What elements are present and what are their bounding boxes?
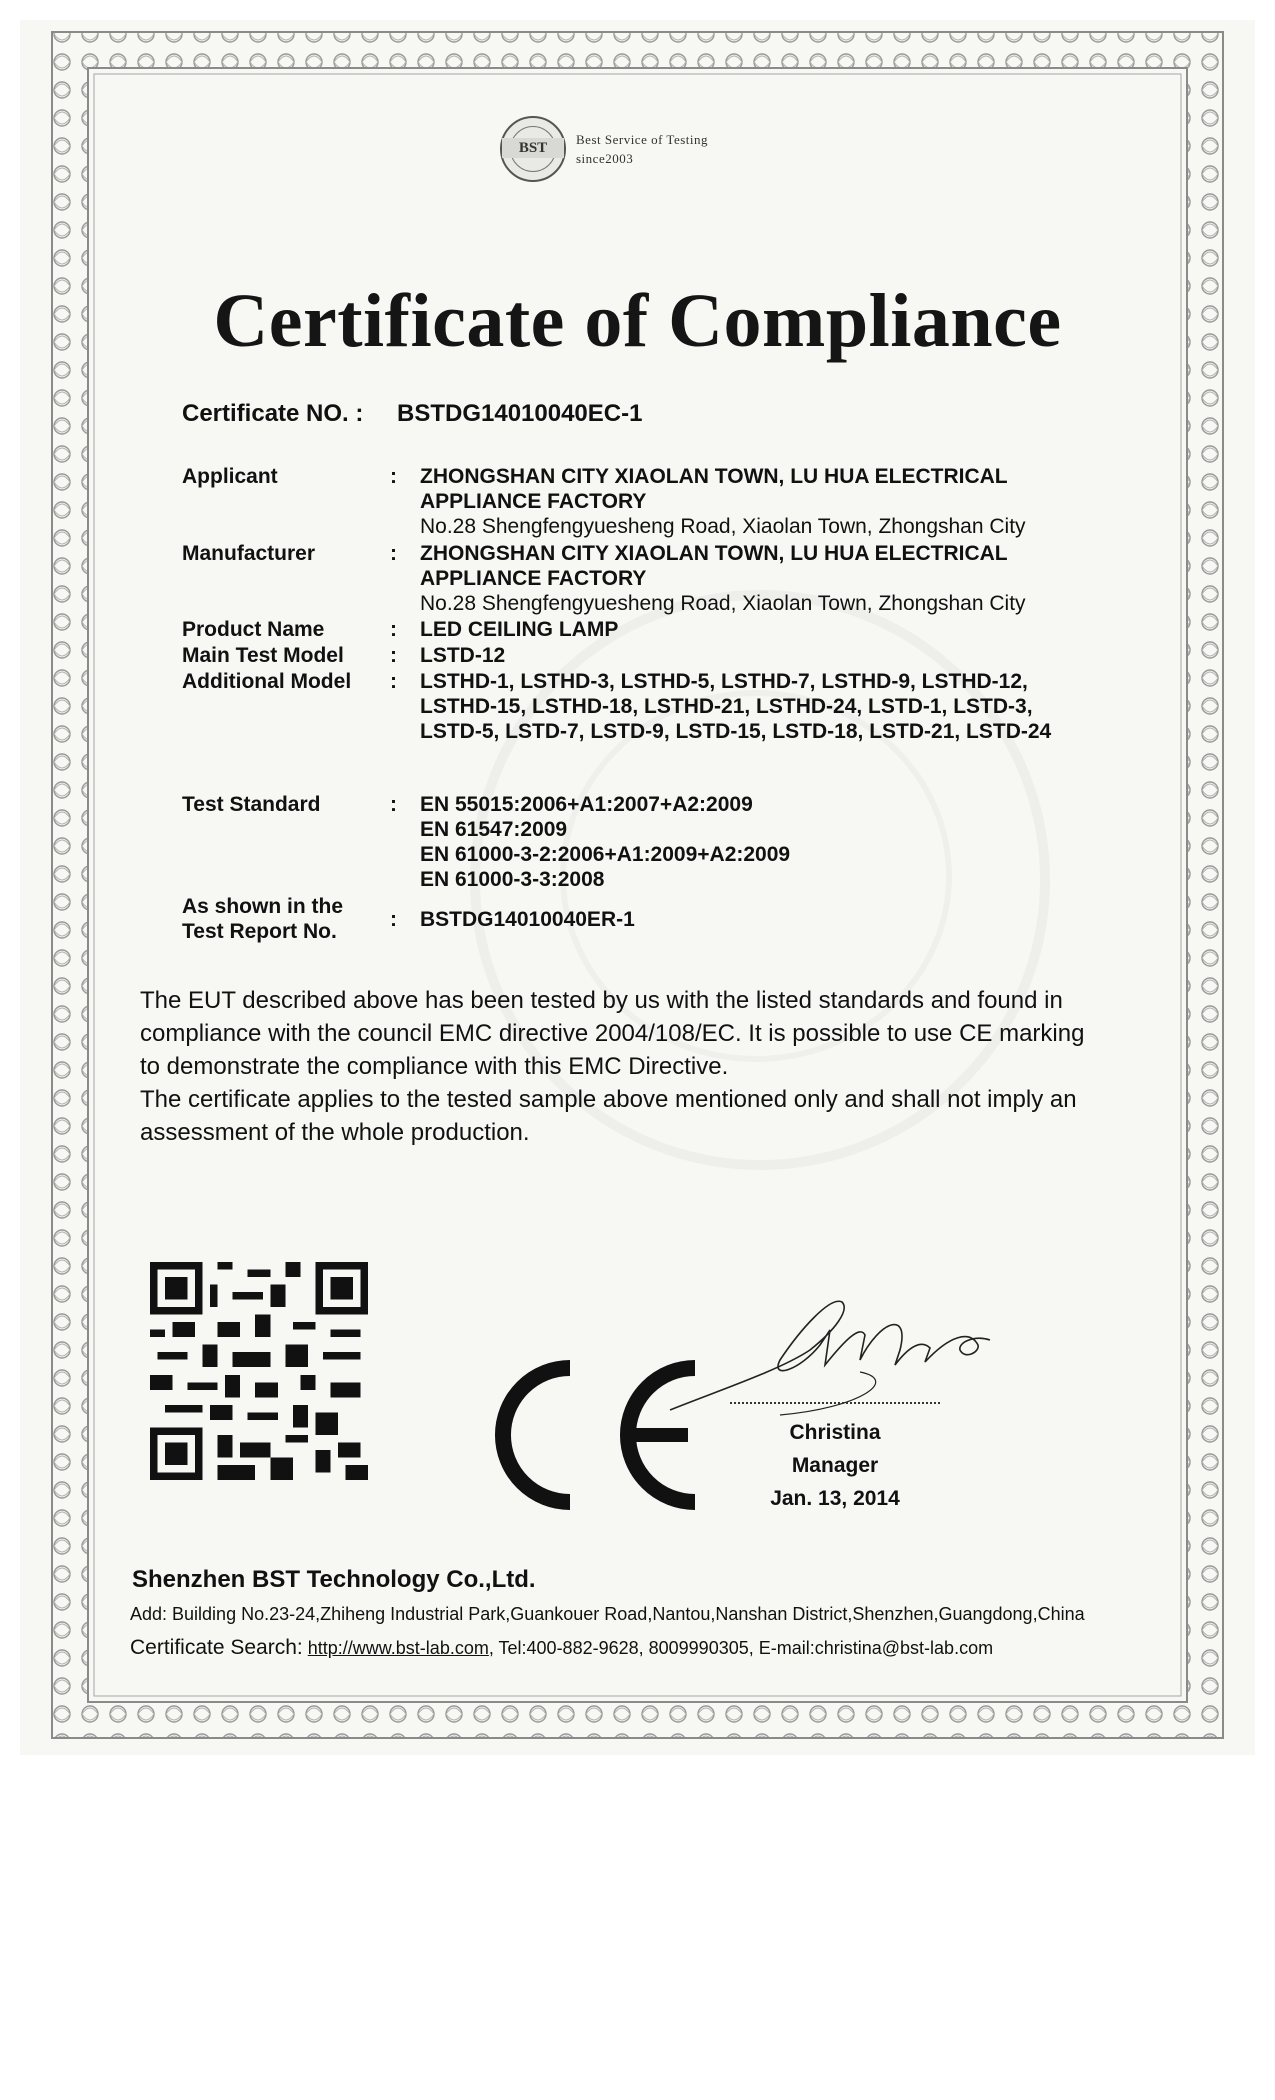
website-link[interactable]: http://www.bst-lab.com <box>307 1638 489 1658</box>
manufacturer-name-line2: APPLIANCE FACTORY <box>420 567 647 590</box>
statement-paragraph-2: The certificate applies to the tested sample above mentioned only and shall not imply an assessment of the whole production. <box>140 1086 1077 1146</box>
manufacturer-address: No.28 Shengfengyuesheng Road, Xiaolan Town, Zhongshan City <box>420 592 1026 615</box>
signature-date: Jan. 13, 2014 <box>770 1487 900 1510</box>
test-standard-line: EN 61000-3-3:2008 <box>420 868 605 891</box>
colon: : <box>390 618 397 641</box>
test-report-label-line1: As shown in the <box>182 895 344 918</box>
applicant-row <box>182 464 1120 539</box>
logo-tagline: Best Service of Testing <box>576 132 709 147</box>
colon: : <box>390 908 397 931</box>
product-name-row <box>182 617 1120 642</box>
qr-code <box>150 1262 368 1480</box>
test-standard-label: Test Standard <box>182 793 321 816</box>
applicant-value <box>420 464 1120 539</box>
test-standard-line: EN 55015:2006+A1:2007+A2:2009 <box>420 793 753 816</box>
applicant-name-line1: ZHONGSHAN CITY XIAOLAN TOWN, LU HUA ELECTRICAL <box>420 465 1008 488</box>
logo-since: since2003 <box>576 151 634 166</box>
main-test-model-label: Main Test Model <box>182 644 344 667</box>
handwritten-signature <box>660 1290 1080 1420</box>
manufacturer-name-line1: ZHONGSHAN CITY XIAOLAN TOWN, LU HUA ELECTRICAL <box>420 542 1008 565</box>
statement-paragraph-1: The EUT described above has been tested by us with the listed standards and found in compliance with the council EMC directive 2004/108/EC. It is possible to use CE marking to demonstrate the compliance with this EMC Directive. <box>140 987 1085 1080</box>
signature-line <box>730 1402 940 1404</box>
applicant-name-line2: APPLIANCE FACTORY <box>420 490 647 513</box>
globe-icon <box>500 116 566 182</box>
test-standard-line: EN 61000-3-2:2006+A1:2009+A2:2009 <box>420 843 791 866</box>
manufacturer-value <box>420 541 1120 616</box>
signer-title: Manager <box>791 1454 879 1477</box>
main-test-model-value: LSTD-12 <box>420 644 506 667</box>
certificate-number-value: BSTDG14010040EC-1 <box>397 400 643 427</box>
test-report-label <box>182 894 390 944</box>
additional-model-line: LSTHD-1, LSTHD-3, LSTHD-5, LSTHD-7, LSTHD-9, LSTHD-12, <box>420 670 1028 693</box>
main-test-model-row <box>182 643 1120 668</box>
bst-logo <box>500 116 708 182</box>
colon: : <box>390 465 397 488</box>
additional-model-row <box>182 669 1120 744</box>
logo-text <box>576 130 708 168</box>
test-standard-row <box>182 792 1120 892</box>
product-name-label: Product Name <box>182 618 325 641</box>
certificate-search <box>130 1636 993 1660</box>
logo-mark: BST <box>502 138 564 158</box>
applicant-address: No.28 Shengfengyuesheng Road, Xiaolan Town, Zhongshan City <box>420 515 1026 538</box>
additional-model-line: LSTHD-15, LSTHD-18, LSTHD-21, LSTHD-24, LSTD-1, LSTD-3, <box>420 695 1033 718</box>
test-report-value: BSTDG14010040ER-1 <box>420 908 635 931</box>
colon: : <box>390 670 397 693</box>
issuer-address: Add: Building No.23-24,Zhiheng Industrial Park,Guankouer Road,Nantou,Nanshan District,Shenzhen,Guangdong,China <box>130 1604 1085 1624</box>
issuer-company: Shenzhen BST Technology Co.,Ltd. <box>132 1566 536 1593</box>
test-standard-line: EN 61547:2009 <box>420 818 568 841</box>
additional-model-line: LSTD-5, LSTD-7, LSTD-9, LSTD-15, LSTD-18, LSTD-21, LSTD-24 <box>420 720 1052 743</box>
colon: : <box>390 542 397 565</box>
colon: : <box>390 644 397 667</box>
colon: : <box>390 793 397 816</box>
test-report-row <box>182 894 1120 944</box>
additional-model-value <box>420 669 1120 744</box>
compliance-statement <box>140 984 1100 1149</box>
search-label: Certificate Search: <box>130 1636 303 1659</box>
signer-block <box>740 1416 930 1515</box>
certificate-number-label: Certificate NO. : <box>182 400 364 427</box>
additional-model-label: Additional Model <box>182 670 352 693</box>
certificate-number <box>182 400 642 428</box>
signer-name: Christina <box>789 1421 881 1444</box>
test-report-label-line2: Test Report No. <box>182 920 337 943</box>
product-name-value: LED CEILING LAMP <box>420 618 619 641</box>
contact-info: , Tel:400-882-9628, 8009990305, E-mail:christina@bst-lab.com <box>488 1638 994 1658</box>
manufacturer-row <box>182 541 1120 616</box>
manufacturer-label: Manufacturer <box>182 542 316 565</box>
test-standard-value <box>420 792 1120 892</box>
certificate-title: Certificate of Compliance <box>213 279 1062 363</box>
applicant-label: Applicant <box>182 465 278 488</box>
